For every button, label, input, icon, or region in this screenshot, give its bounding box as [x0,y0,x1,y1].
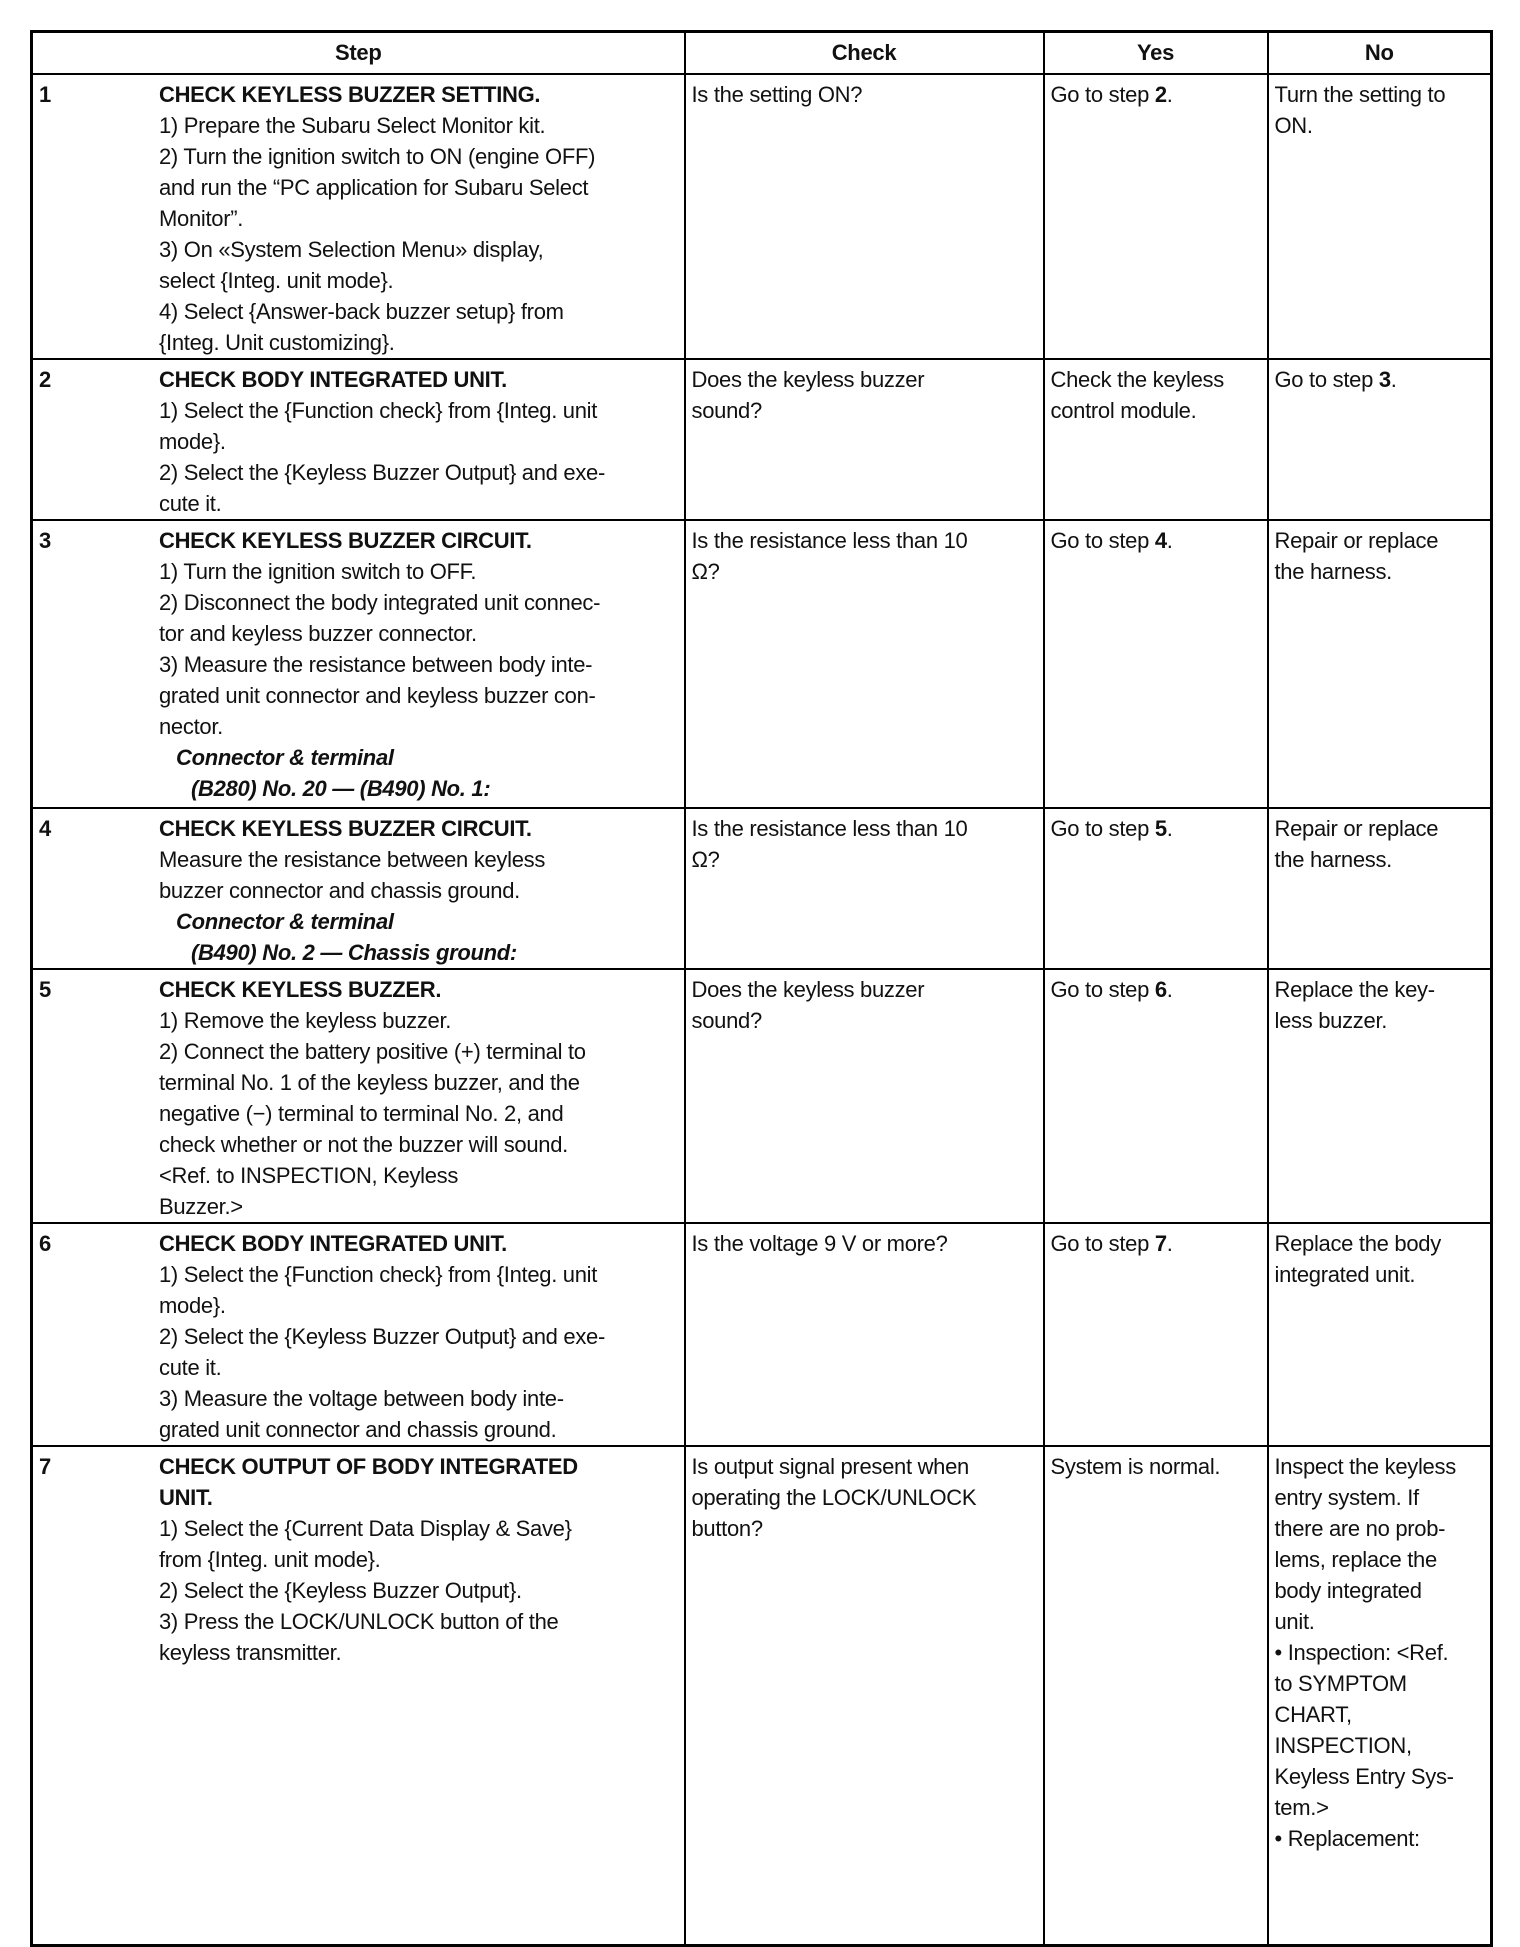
text: Go to step [1050,976,1155,1002]
punct: . [1390,366,1397,392]
step-line: Buzzer.> [159,1193,243,1219]
no-line [1275,1544,1485,1575]
step-cell [32,359,685,520]
step-line: 4) Select {Answer-back buzzer setup} from [159,298,564,324]
step-line: <Ref. to INSPECTION, Keyless [159,1162,459,1188]
punct: . [1166,81,1173,107]
no-line [1275,974,1485,1005]
no-cell [1268,359,1492,520]
check-line: Is the resistance less than 10 [691,527,968,553]
no-line [1275,844,1485,875]
check-line: Is the resistance less than 10 [691,815,968,841]
no-cell [1268,1446,1492,1946]
no-cell [1268,520,1492,808]
step-line: select {Integ. unit mode}. [159,267,394,293]
text: Replace the body [1274,1230,1441,1256]
step-ref: 4 [1154,527,1167,553]
step-line: 2) Connect the battery positive (+) terminal to [159,1038,586,1064]
yes-line [1051,364,1261,395]
step-ref: 7 [1154,1230,1167,1256]
no-line [1275,1228,1485,1259]
no-line [1275,1761,1485,1792]
text: there are no prob- [1274,1515,1446,1541]
text: Check the keyless [1050,366,1224,392]
step-title: CHECK KEYLESS BUZZER CIRCUIT. [159,527,532,553]
step-line: keyless transmitter. [159,1639,342,1665]
no-line [1275,364,1485,395]
step-cell [32,520,685,808]
no-cell [1268,969,1492,1223]
step-number: 6 [39,1230,51,1256]
step-line: 1) Turn the ignition switch to OFF. [159,558,477,584]
text: lems, replace the [1274,1546,1437,1572]
table-row [32,1223,1492,1446]
no-cell [1268,808,1492,969]
no-line [1275,79,1485,110]
step-line: tor and keyless buzzer connector. [159,620,477,646]
yes-line [1051,79,1261,110]
step-cell [32,1446,685,1946]
step-line: 3) Press the LOCK/UNLOCK button of the [159,1608,559,1634]
step-line: terminal No. 1 of the keyless buzzer, and the [159,1069,580,1095]
check-cell [685,520,1044,808]
step-ref: 2 [1154,81,1167,107]
check-cell [685,1446,1044,1946]
text: ON. [1274,112,1313,138]
step-line: 2) Select the {Keyless Buzzer Output} and exe- [159,1323,606,1349]
check-line: Is the voltage 9 V or more? [691,1230,948,1256]
step-title: CHECK OUTPUT OF BODY INTEGRATED [159,1453,578,1479]
step-title: CHECK BODY INTEGRATED UNIT. [159,1230,507,1256]
text: Go to step [1050,81,1155,107]
header-row [32,32,1492,74]
text: less buzzer. [1274,1007,1388,1033]
table-row [32,520,1492,808]
yes-line [1051,1228,1261,1259]
no-line [1275,1792,1485,1823]
step-line: buzzer connector and chassis ground. [159,877,520,903]
text: Go to step [1274,366,1379,392]
text: Go to step [1050,1230,1155,1256]
yes-cell [1044,520,1268,808]
check-line: sound? [691,1007,762,1033]
header-check: Check [685,32,1044,74]
step-line: Connector & terminal [176,744,394,770]
step-line: and run the “PC application for Subaru Select [159,174,589,200]
step-number: 5 [39,976,51,1002]
no-line [1275,1575,1485,1606]
step-body [159,1451,678,1668]
text: entry system. If [1274,1484,1419,1510]
step-line: cute it. [159,490,222,516]
text: Inspect the keyless [1274,1453,1456,1479]
text: Repair or replace [1274,527,1439,553]
yes-cell [1044,74,1268,359]
step-line: 3) On «System Selection Menu» display, [159,236,544,262]
check-line: operating the LOCK/UNLOCK [691,1484,977,1510]
header-yes: Yes [1044,32,1268,74]
step-body [159,1228,678,1445]
yes-cell [1044,1223,1268,1446]
step-body [159,813,678,968]
step-title: UNIT. [159,1484,213,1510]
step-line: check whether or not the buzzer will sound. [159,1131,568,1157]
no-line [1275,1451,1485,1482]
no-line [1275,1699,1485,1730]
step-line: 3) Measure the resistance between body inte- [159,651,593,677]
step-line: 2) Turn the ignition switch to ON (engine OFF) [159,143,596,169]
step-line: Monitor”. [159,205,244,231]
step-line: from {Integ. unit mode}. [159,1546,381,1572]
yes-line [1051,974,1261,1005]
yes-line [1051,525,1261,556]
text: Repair or replace [1274,815,1439,841]
step-line: cute it. [159,1354,222,1380]
step-body [159,525,678,804]
header-no: No [1268,32,1492,74]
table-row [32,74,1492,359]
check-line: Is output signal present when [691,1453,969,1479]
check-cell [685,74,1044,359]
punct: . [1166,527,1173,553]
step-line: {Integ. Unit customizing}. [159,329,395,355]
no-line [1275,1482,1485,1513]
text: • Replacement: [1274,1825,1420,1851]
step-title: CHECK KEYLESS BUZZER SETTING. [159,81,541,107]
text: body integrated [1274,1577,1422,1603]
step-line: 2) Select the {Keyless Buzzer Output} and exe- [159,459,606,485]
step-line: 1) Prepare the Subaru Select Monitor kit. [159,112,546,138]
header-step: Step [32,32,685,74]
step-line: 2) Disconnect the body integrated unit connec- [159,589,601,615]
no-line [1275,1823,1485,1854]
yes-line [1051,395,1261,426]
no-line [1275,1637,1485,1668]
step-line: 1) Select the {Function check} from {Integ. unit [159,397,598,423]
text: control module. [1050,397,1197,423]
text: integrated unit. [1274,1261,1416,1287]
punct: . [1166,1230,1173,1256]
text: Turn the setting to [1274,81,1446,107]
table-row [32,359,1492,520]
step-line: nector. [159,713,223,739]
text: to SYMPTOM [1274,1670,1407,1696]
step-line: 1) Select the {Current Data Display & Save} [159,1515,572,1541]
step-number: 3 [39,527,51,553]
no-line [1275,110,1485,141]
step-cell [32,1223,685,1446]
yes-cell [1044,969,1268,1223]
check-line: sound? [691,397,762,423]
table-row [32,969,1492,1223]
yes-line [1051,813,1261,844]
text: • Inspection: <Ref. [1274,1639,1449,1665]
no-line [1275,1005,1485,1036]
step-line: grated unit connector and keyless buzzer con- [159,682,596,708]
text: tem.> [1274,1794,1329,1820]
step-line: 1) Select the {Function check} from {Integ. unit [159,1261,598,1287]
text: Go to step [1050,815,1155,841]
check-cell [685,969,1044,1223]
table-row [32,808,1492,969]
step-line: mode}. [159,428,226,454]
text: CHART, [1274,1701,1352,1727]
step-line: (B490) No. 2 — Chassis ground: [191,939,517,965]
check-line: Ω? [691,846,720,872]
no-line [1275,556,1485,587]
step-title: CHECK BODY INTEGRATED UNIT. [159,366,507,392]
step-body [159,364,678,519]
text: Go to step [1050,527,1155,553]
step-line: grated unit connector and chassis ground. [159,1416,557,1442]
no-line [1275,1606,1485,1637]
check-cell [685,808,1044,969]
check-cell [685,359,1044,520]
text: Keyless Entry Sys- [1274,1763,1454,1789]
punct: . [1166,976,1173,1002]
step-line: (B280) No. 20 — (B490) No. 1: [191,775,491,801]
punct: . [1166,815,1173,841]
diagnostic-table [30,30,1493,1947]
step-line: 1) Remove the keyless buzzer. [159,1007,452,1033]
step-line: 2) Select the {Keyless Buzzer Output}. [159,1577,522,1603]
step-line: Measure the resistance between keyless [159,846,546,872]
step-title: CHECK KEYLESS BUZZER. [159,976,442,1002]
check-cell [685,1223,1044,1446]
step-cell [32,74,685,359]
table-row [32,1446,1492,1946]
step-body [159,974,678,1222]
step-line: mode}. [159,1292,226,1318]
check-line: Is the setting ON? [691,81,863,107]
step-number: 2 [39,366,51,392]
step-body [159,79,678,358]
yes-cell [1044,1446,1268,1946]
step-number: 7 [39,1453,51,1479]
step-ref: 3 [1378,366,1391,392]
step-number: 1 [39,81,51,107]
yes-cell [1044,359,1268,520]
text: Replace the key- [1274,976,1435,1002]
step-line: Connector & terminal [176,908,394,934]
no-line [1275,1668,1485,1699]
step-cell [32,808,685,969]
no-cell [1268,1223,1492,1446]
yes-cell [1044,808,1268,969]
no-line [1275,1513,1485,1544]
step-line: negative (−) terminal to terminal No. 2, and [159,1100,564,1126]
no-line [1275,813,1485,844]
no-cell [1268,74,1492,359]
yes-line [1051,1451,1261,1482]
step-ref: 5 [1154,815,1167,841]
text: the harness. [1274,846,1392,872]
step-number: 4 [39,815,51,841]
step-ref: 6 [1154,976,1167,1002]
no-line [1275,525,1485,556]
no-line [1275,1259,1485,1290]
step-line: 3) Measure the voltage between body inte- [159,1385,564,1411]
step-cell [32,969,685,1223]
text: System is normal. [1050,1453,1221,1479]
check-line: button? [691,1515,763,1541]
check-line: Does the keyless buzzer [691,366,925,392]
text: INSPECTION, [1274,1732,1412,1758]
text: unit. [1274,1608,1315,1634]
text: the harness. [1274,558,1392,584]
check-line: Does the keyless buzzer [691,976,925,1002]
step-title: CHECK KEYLESS BUZZER CIRCUIT. [159,815,532,841]
check-line: Ω? [691,558,720,584]
no-line [1275,1730,1485,1761]
